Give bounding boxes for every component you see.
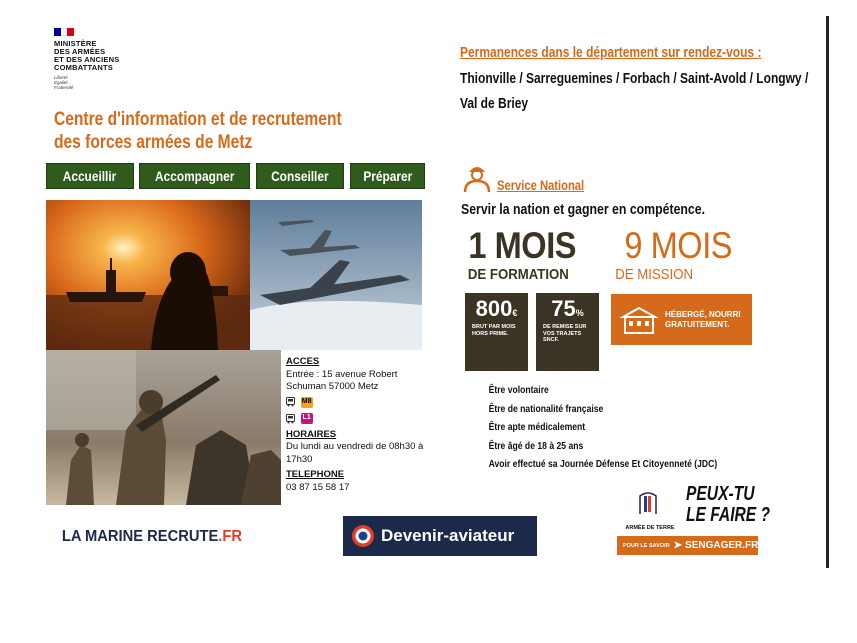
pay-value: 800 [475, 296, 513, 321]
bus-icon [286, 397, 295, 407]
french-flag-icon [54, 28, 74, 36]
formation-label: DE FORMATION [467, 266, 569, 283]
permanences-title: Permanences dans le département sur rendez-vous : [460, 44, 762, 61]
page-border [826, 16, 829, 568]
soldiers-photo [46, 350, 281, 505]
pay-label: BRUT PAR MOIS HORS PRIME. [472, 324, 516, 337]
housing-label: HÉBERGÉ, NOURRI GRATUITEMENT. [665, 309, 741, 329]
nav-button-preparer[interactable]: Préparer [350, 163, 425, 189]
devenir-aviateur-link[interactable]: Devenir-aviateur [343, 516, 537, 556]
ministry-name: MINISTÈRE DES ARMÉES ET DES ANCIENS COMBATTANTS [54, 39, 120, 72]
formation-value: 1 MOIS [468, 225, 577, 266]
criteria-item: Avoir effectué sa Journée Défense Et Citoyenneté (JDC) [488, 459, 718, 470]
discount-box: 75% DE REMISE SUR VOS TRAJETS SNCF. [536, 293, 599, 371]
nav-button-accompagner[interactable]: Accompagner [139, 163, 250, 189]
armee-de-terre-logo: ARMÉE DE TERRE [620, 488, 680, 528]
horaires-text: Du lundi au vendredi de 08h30 à 17h30 [286, 441, 424, 465]
nav-button-conseiller[interactable]: Conseiller [256, 163, 344, 189]
republic-motto: Liberté Égalité Fraternité [54, 75, 74, 90]
horaires-heading: HORAIRES [286, 428, 337, 440]
building-icon [619, 305, 659, 335]
service-national-subtitle: Servir la nation et gagner en compétence. [461, 201, 706, 218]
air-force-roundel-icon [351, 524, 375, 548]
ministry-logo [54, 28, 144, 90]
line-badge-l1: L1 [301, 413, 313, 424]
mission-label: DE MISSION [615, 266, 694, 283]
marine-recrute-link[interactable]: LA MARINE RECRUTE.FR [61, 528, 243, 545]
fighter-jets-photo [250, 200, 422, 350]
arrow-right-icon: ➤ [673, 540, 683, 551]
criteria-item: Être de nationalité française [488, 403, 604, 415]
telephone-number[interactable]: 03 87 15 58 17 [286, 481, 350, 493]
criteria-item: Être âgé de 18 à 25 ans [488, 440, 584, 452]
sengager-link[interactable]: POUR LE SAVOIR ➤ SENGAGER.FR [617, 536, 758, 555]
criteria-item: Être volontaire [488, 385, 549, 396]
acces-heading: ACCES [286, 356, 320, 367]
naval-sunset-photo [46, 200, 250, 350]
nav-button-accueillir[interactable]: Accueillir [46, 163, 134, 189]
telephone-heading: TELEPHONE [286, 469, 345, 481]
page-title: Centre d'information et de recrutement des forces armées de Metz [54, 109, 342, 153]
housing-box [611, 294, 752, 345]
mission-value: 9 MOIS [624, 225, 733, 266]
bus-line-l1 [286, 413, 426, 426]
address-text: Entrée : 15 avenue Robert Schuman 57000 Metz [286, 368, 398, 392]
soldier-icon [461, 162, 493, 192]
access-info [286, 356, 426, 494]
armee-de-terre-emblem-icon [620, 488, 680, 520]
service-national-title: Service National [497, 177, 585, 193]
discount-label: DE REMISE SUR VOS TRAJETS SNCF. [543, 324, 587, 343]
bus-line-m8 [286, 397, 426, 410]
criteria-list [489, 382, 718, 475]
pay-box: 800€ BRUT PAR MOIS HORS PRIME. [465, 293, 528, 371]
criteria-item: Être apte médicalement [488, 422, 586, 433]
permanences-cities: Thionville / Sarreguemines / Forbach / Saint-Avold / Longwy / Val de Briey [460, 70, 809, 112]
armee-slogan: PEUX-TU LE FAIRE ? [686, 483, 771, 526]
discount-value: 75 [551, 296, 576, 321]
bus-icon [286, 414, 295, 424]
line-badge-m8: M8 [301, 397, 313, 408]
